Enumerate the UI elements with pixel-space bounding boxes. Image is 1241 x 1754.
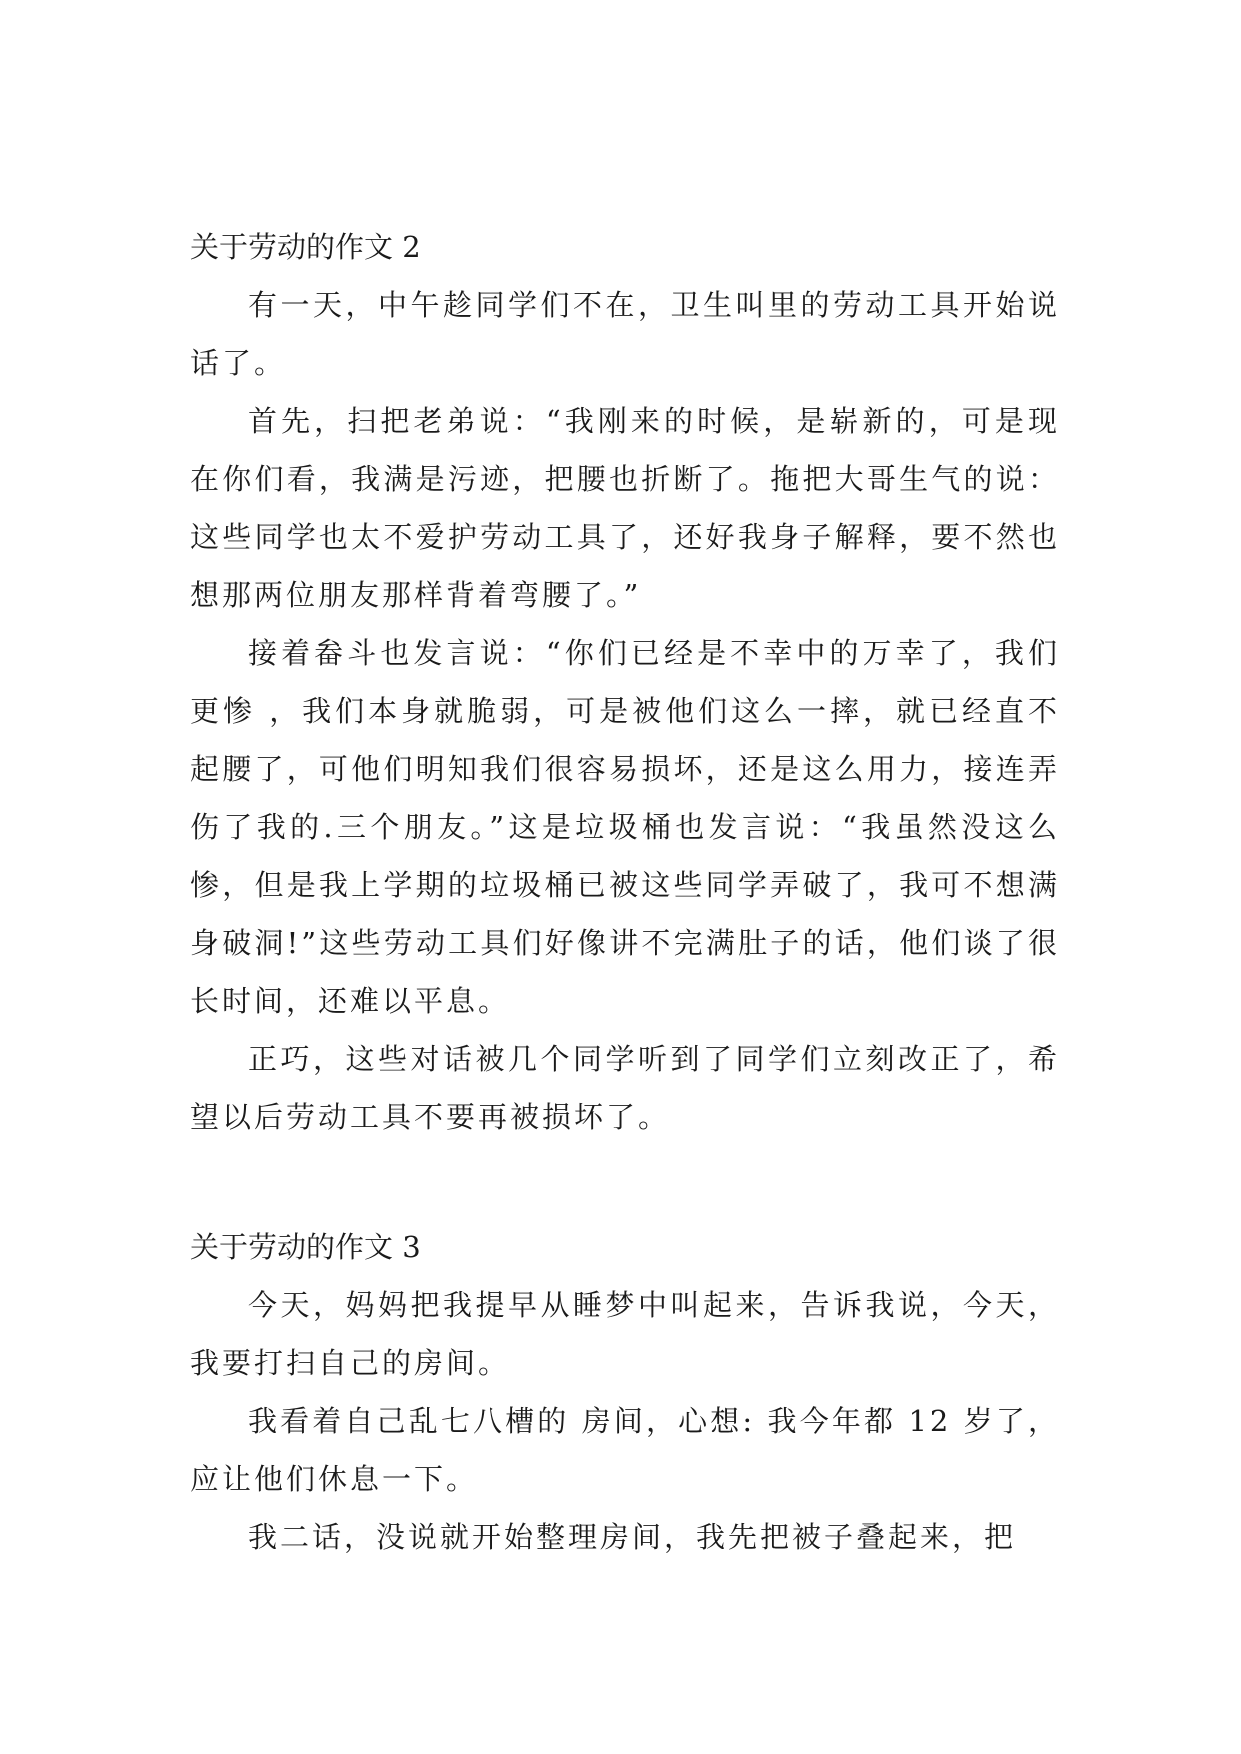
paragraph: 我看着自己乱七八槽的 房间，心想: 我今年都 12 岁了，应让他们休息一下。 (190, 1404, 1060, 1496)
paragraph: 首先，扫把老弟说：“我刚来的时候，是崭新的，可是现在你们看，我满是污迹，把腰也折断了。拖把大哥生气的说：这些同学也太不爱护劳动工具了，还好我身子解释，要不然也想那两位朋友那样背着弯腰了。” (190, 404, 1060, 612)
paragraph: 接着畚斗也发言说：“你们已经是不幸中的万幸了，我们更惨 ，我们本身就脆弱，可是被他们这么一摔，就已经直不起腰了，可他们明知我们很容易损坏，还是这么用力，接连弄伤了我的.三个朋友。”这是垃圾桶也发言说：“我虽然没这么惨，但是我上学期的垃圾桶已被这些同学弄破了，我可不想满身破洞!”这些劳动工具们好像讲不完满肚子的话，他们谈了很长时间，还难以平息。 (190, 636, 1060, 1018)
paragraph: 我二话，没说就开始整理房间，我先把被子叠起来，把 (248, 1520, 1017, 1554)
paragraph: 正巧，这些对话被几个同学听到了同学们立刻改正了，希望以后劳动工具不要再被损坏了。 (190, 1042, 1060, 1134)
section-heading: 关于劳动的作文 3 (190, 1230, 421, 1264)
paragraph: 今天，妈妈把我提早从睡梦中叫起来，告诉我说，今天，我要打扫自己的房间。 (190, 1288, 1060, 1380)
paragraph: 有一天，中午趁同学们不在，卫生叫里的劳动工具开始说话了。 (190, 288, 1060, 380)
section-heading: 关于劳动的作文 2 (190, 230, 421, 264)
essay-section-3 (190, 1218, 1060, 1566)
essay-section-2 (190, 218, 1060, 1146)
